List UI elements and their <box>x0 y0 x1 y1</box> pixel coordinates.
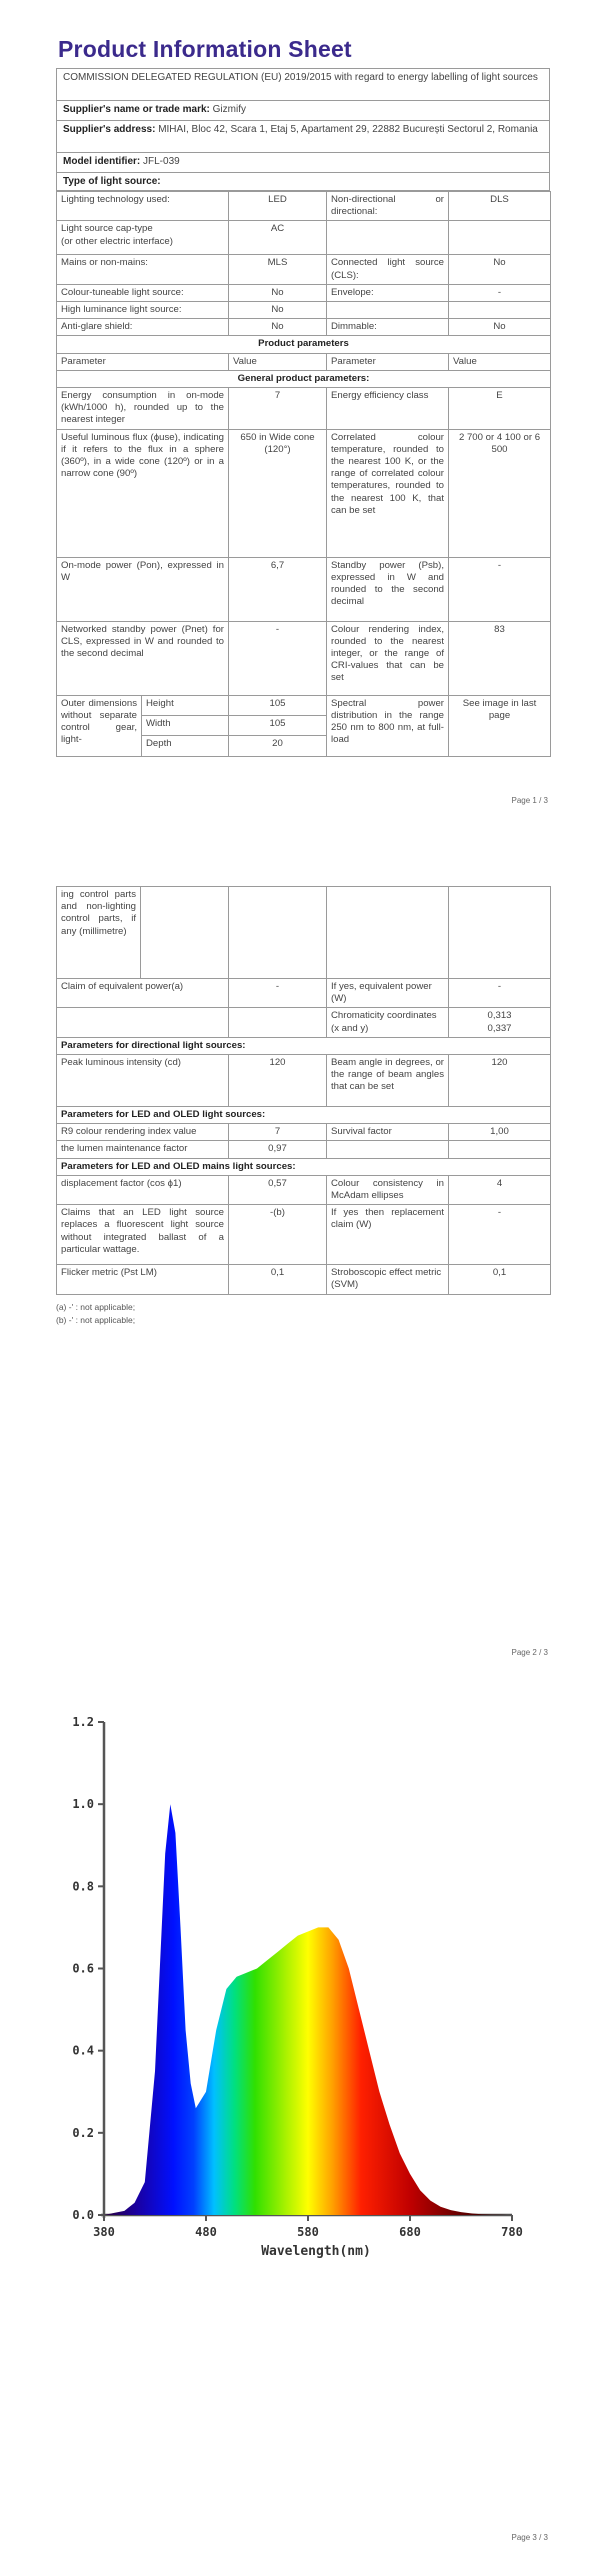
param-label: Stroboscopic effect metric (SVM) <box>327 1265 449 1294</box>
table-row <box>57 302 551 319</box>
param-label: Claims that an LED light source replaces a fluorescent light source without integrated ballast of a particular wattage. <box>57 1205 229 1265</box>
table-row <box>57 979 551 1008</box>
dimension-label: Height <box>142 696 229 716</box>
led-heading: Parameters for LED and OLED light sources: <box>57 1107 551 1124</box>
param-value: 0,1 <box>229 1265 327 1294</box>
table-row <box>57 1175 551 1204</box>
y-tick-label: 0.2 <box>72 2125 94 2140</box>
param-value: 6,7 <box>229 557 327 621</box>
document-title: Product Information Sheet <box>58 36 352 62</box>
param-value: - <box>229 621 327 695</box>
address-value: MIHAI, Bloc 42, Scara 1, Etaj 5, Apartament 29, 22882 București Sectorul 2, Romania <box>158 124 538 135</box>
address-row <box>56 121 550 153</box>
y-tick-label: 0.6 <box>72 1961 94 1976</box>
param-value: 83 <box>449 621 551 695</box>
y-tick-label: 1.0 <box>72 1797 94 1812</box>
table-row <box>57 319 551 336</box>
type-heading: Type of light source: <box>63 176 161 187</box>
param-value: 2 700 or 4 100 or 6 500 <box>449 429 551 557</box>
param-value: No <box>449 255 551 284</box>
param-value: 120 <box>229 1055 327 1107</box>
y-tick-label: 0.0 <box>72 2208 94 2222</box>
param-label: Energy efficiency class <box>327 388 449 430</box>
param-value: No <box>229 302 327 319</box>
info-sheet-table-continued <box>56 886 550 1327</box>
table-row <box>57 1124 551 1141</box>
column-header: Parameter <box>327 353 449 370</box>
param-label: Networked standby power (Pnet) for CLS, expressed in W and rounded to the second decimal <box>57 621 229 695</box>
table-row <box>57 336 551 353</box>
dimension-values-cell <box>229 695 327 756</box>
param-value: - <box>449 1205 551 1265</box>
info-sheet-table <box>56 68 550 757</box>
column-header: Value <box>449 353 551 370</box>
param-value: 0,57 <box>229 1175 327 1204</box>
param-label: Claim of equivalent power(a) <box>57 979 229 1008</box>
param-value: 4 <box>449 1175 551 1204</box>
page-2 <box>0 870 604 1670</box>
empty-cell <box>449 1141 551 1158</box>
dimension-values-subtable <box>229 696 326 756</box>
empty-cell <box>327 1141 449 1158</box>
empty-cell <box>141 887 229 979</box>
x-tick-label: 580 <box>297 2225 319 2239</box>
x-tick-label: 480 <box>195 2225 217 2239</box>
param-value: - <box>449 557 551 621</box>
param-label: Peak luminous intensity (cd) <box>57 1055 229 1107</box>
dimension-value: 20 <box>272 738 283 750</box>
param-label: On-mode power (Pon), expressed in W <box>57 557 229 621</box>
empty-cell <box>57 1008 229 1037</box>
footnote-a: (a) -' : not applicable; <box>56 1301 136 1312</box>
param-value: E <box>449 388 551 430</box>
supplier-value: Gizmify <box>212 104 246 115</box>
page-number: Page 3 / 3 <box>511 2533 548 2542</box>
param-label: If yes then replacement claim (W) <box>327 1205 449 1265</box>
table-row <box>57 1265 551 1294</box>
x-tick-label: 380 <box>93 2225 115 2239</box>
table-row <box>57 192 551 221</box>
param-value: 7 <box>229 388 327 430</box>
spectrum-area <box>104 1804 512 2215</box>
param-label: Mains or non-mains: <box>57 255 229 284</box>
y-tick-label: 0.4 <box>72 2043 94 2058</box>
empty-cell <box>449 887 551 979</box>
param-value: 0,313 0,337 <box>449 1008 551 1037</box>
table-row <box>57 887 551 979</box>
param-label: Useful luminous flux (ϕuse), indicating if it refers to the flux in a sphere (360º), in a wide cone (120º) or in a narrow cone (90º) <box>57 429 229 557</box>
table-row <box>57 1008 551 1037</box>
table-row <box>57 221 551 255</box>
dimensions-row <box>57 695 551 756</box>
param-label: Energy consumption in on-mode (kWh/1000 h), rounded up to the nearest integer <box>57 388 229 430</box>
dimension-label: Depth <box>146 738 172 750</box>
page-1 <box>0 0 604 820</box>
param-value: 650 in Wide cone (120°) <box>229 429 327 557</box>
table-row <box>57 255 551 284</box>
empty-cell <box>229 887 327 979</box>
table-row <box>57 1107 551 1124</box>
table-row <box>57 557 551 621</box>
param-value: MLS <box>229 255 327 284</box>
column-header: Parameter <box>57 353 229 370</box>
address-label: Supplier's address: <box>63 124 156 135</box>
model-label: Model identifier: <box>63 156 141 167</box>
model-value: JFL-039 <box>143 156 180 167</box>
param-value: LED <box>229 192 327 221</box>
param-label: Lighting technology used: <box>57 192 229 221</box>
param-label: displacement factor (cos ϕ1) <box>57 1175 229 1204</box>
param-value: -(b) <box>229 1205 327 1265</box>
param-value: AC <box>229 221 327 255</box>
spectral-distribution-value: See image in last page <box>449 695 551 756</box>
param-label: Anti-glare shield: <box>57 319 229 336</box>
spectral-power-chart <box>0 1700 604 2320</box>
param-label: Envelope: <box>327 284 449 301</box>
product-parameters-heading: Product parameters <box>57 336 551 353</box>
footnote-b: (b) -' : not applicable; <box>56 1314 136 1325</box>
dimensions-cell <box>57 695 229 756</box>
page-number: Page 1 / 3 <box>511 796 548 805</box>
table-row <box>57 1205 551 1265</box>
param-value: No <box>229 284 327 301</box>
param-label: Survival factor <box>327 1124 449 1141</box>
param-value: 120 <box>449 1055 551 1107</box>
param-value: No <box>449 319 551 336</box>
y-tick-label: 1.2 <box>72 1715 94 1729</box>
param-label: Non-directional or directional: <box>327 192 449 221</box>
dimension-label: Width <box>142 715 229 735</box>
param-value: No <box>229 319 327 336</box>
empty-cell <box>327 887 449 979</box>
param-value: 7 <box>229 1124 327 1141</box>
param-label: Colour rendering index, rounded to the nearest integer, or the range of CRI-values that can be set <box>327 621 449 695</box>
param-value: DLS <box>449 192 551 221</box>
param-label: High luminance light source: <box>57 302 229 319</box>
table-row <box>57 370 551 387</box>
column-header-row <box>57 353 551 370</box>
param-label: Dimmable: <box>327 319 449 336</box>
param-label: If yes, equivalent power (W) <box>327 979 449 1008</box>
outer-dimensions-continued: ing control parts and non-lighting control parts, if any (millimetre) <box>57 887 141 979</box>
column-header: Value <box>229 353 327 370</box>
spectral-distribution-label: Spectral power distribution in the range 250 nm to 800 nm, at full-load <box>327 695 449 756</box>
param-label: the lumen maintenance factor <box>57 1141 229 1158</box>
empty-cell <box>327 221 449 255</box>
table-row <box>57 388 551 430</box>
empty-cell <box>449 221 551 255</box>
table-row <box>57 621 551 695</box>
param-value: 0,1 <box>449 1265 551 1294</box>
directional-heading: Parameters for directional light sources: <box>57 1037 551 1054</box>
mains-heading: Parameters for LED and OLED mains light sources: <box>57 1158 551 1175</box>
general-parameters-heading: General product parameters: <box>57 370 551 387</box>
supplier-label: Supplier's name or trade mark: <box>63 104 210 115</box>
param-label: Beam angle in degrees, or the range of beam angles that can be set <box>327 1055 449 1107</box>
param-label: R9 colour rendering index value <box>57 1124 229 1141</box>
x-tick-label: 780 <box>501 2225 523 2239</box>
param-label: Chromaticity coordinates (x and y) <box>327 1008 449 1037</box>
parameters-table <box>56 191 551 757</box>
y-tick-label: 0.8 <box>72 1879 94 1894</box>
dimension-value: 105 <box>229 696 326 716</box>
dimension-value: 105 <box>229 715 326 735</box>
parameters-table-continued <box>56 886 551 1295</box>
supplier-row <box>56 101 550 121</box>
cap-type-label: Light source cap-type (or other electric interface) <box>61 223 173 247</box>
param-label: Connected light source (CLS): <box>327 255 449 284</box>
param-label: Correlated colour temperature, rounded to the nearest 100 K, or the range of correlated colour temperatures, rounded to the nearest 100 K, that can be set <box>327 429 449 557</box>
dimensions-subtable <box>57 696 228 756</box>
param-value: - <box>449 979 551 1008</box>
param-value: - <box>449 284 551 301</box>
param-label <box>57 221 229 255</box>
param-value: 1,00 <box>449 1124 551 1141</box>
type-heading-row <box>56 173 550 191</box>
param-value: - <box>229 979 327 1008</box>
param-value: 0,97 <box>229 1141 327 1158</box>
model-row <box>56 153 550 173</box>
empty-cell <box>327 302 449 319</box>
regulation-row <box>56 69 550 101</box>
page-3 <box>0 1690 604 2560</box>
table-row <box>57 429 551 557</box>
table-row <box>57 1055 551 1107</box>
regulation-text: COMMISSION DELEGATED REGULATION (EU) 2019/2015 with regard to energy labelling of light sources <box>63 72 538 83</box>
table-row <box>57 1158 551 1175</box>
table-row <box>57 1141 551 1158</box>
param-label: Flicker metric (Pst LM) <box>57 1265 229 1294</box>
empty-cell <box>229 1008 327 1037</box>
table-row <box>57 1037 551 1054</box>
table-row <box>57 284 551 301</box>
page-number: Page 2 / 3 <box>511 1648 548 1657</box>
empty-cell <box>449 302 551 319</box>
param-label: Colour consistency in McAdam ellipses <box>327 1175 449 1204</box>
x-axis-label: Wavelength(nm) <box>261 2244 371 2259</box>
param-label: Colour-tuneable light source: <box>57 284 229 301</box>
outer-dimensions-label: Outer dimensions without separate control gear, light- <box>57 696 142 756</box>
x-tick-label: 680 <box>399 2225 421 2239</box>
param-label: Standby power (Psb), expressed in W and rounded to the second decimal <box>327 557 449 621</box>
